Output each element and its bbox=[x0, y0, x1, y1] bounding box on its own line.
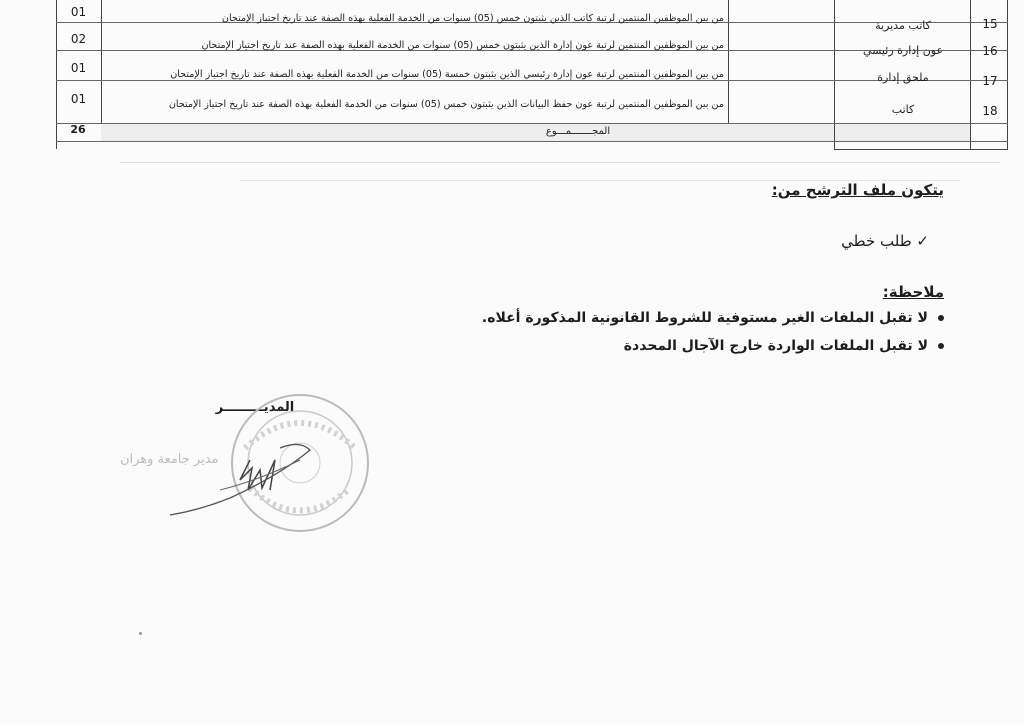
handwritten-note: مدير جامعة وهران bbox=[120, 452, 219, 467]
table-cell-grade: ملحق إدارة bbox=[877, 71, 929, 84]
table-total-value: 26 bbox=[70, 123, 86, 136]
table-cell-grade: عون إدارة رئيسي bbox=[862, 44, 944, 57]
table-cell-condition: من بين الموظفين المنتمين لرتبة عون إدارة رئيسي الذين يثبتون خمسة (05) سنوات من الخدمة الفعلية بهذه الصفة عند تاريخ اجتياز الإمتحان bbox=[170, 69, 724, 80]
table-cell-number: 18 bbox=[982, 104, 998, 118]
table-cell-count: 01 bbox=[70, 92, 87, 106]
table-cell-condition: من بين الموظفين المنتمين لرتبة عون حفظ البيانات الذين يثبتون خمس (05) سنوات من الخدمة الفعلية بهذه الصفة عند تاريخ اجتياز الإمتحان bbox=[168, 99, 724, 110]
table-cell-condition: من بين الموظفين المنتمين لرتبة عون إدارة الذين يثبتون خمس (05) سنوات من الخدمة الفعلية بهذه الصفة عند تاريخ اجتياز الإمتحان bbox=[201, 40, 724, 51]
note-item bbox=[624, 338, 944, 354]
table-cell-grade: كاتب مديرية bbox=[875, 19, 931, 32]
note-text: لا تقبل الملفات الغير مستوفية للشروط القانونية المذكورة أعلاه. bbox=[481, 310, 928, 326]
row-divider bbox=[834, 149, 1008, 150]
director-title: المديـــــــــر bbox=[215, 400, 295, 415]
note-item bbox=[482, 310, 944, 326]
positions-table bbox=[48, 0, 1008, 149]
handwritten-signature-icon bbox=[160, 420, 330, 534]
note-text: لا تقبل الملفات الواردة خارج الآجال المحددة bbox=[623, 338, 928, 354]
table-cell-count: 01 bbox=[70, 5, 87, 19]
table-cell-number: 16 bbox=[982, 44, 998, 58]
file-heading: يتكون ملف الترشح من: bbox=[771, 181, 944, 199]
bullet-icon bbox=[938, 315, 944, 321]
table-cell-number: 17 bbox=[982, 74, 998, 88]
table-cell-count: 01 bbox=[70, 61, 87, 75]
table-cell-count: 02 bbox=[70, 32, 87, 46]
note-heading: ملاحظة: bbox=[882, 283, 944, 301]
column-divider bbox=[101, 0, 102, 123]
table-border-bottom bbox=[56, 141, 1008, 142]
row-divider bbox=[56, 123, 1008, 124]
table-total-label: المجـــــــمـــوع bbox=[545, 126, 611, 137]
table-cell-condition: من بين الموظفين المنتمين لرتبة كاتب الذين يثبتون خمس (05) سنوات من الخدمة الفعلية بهذه الصفة عند تاريخ اجتياز الإمتحان bbox=[221, 13, 724, 24]
table-cell-grade: كاتب bbox=[891, 103, 915, 116]
file-item: ✓ طلب خطي bbox=[841, 232, 929, 250]
scan-dot bbox=[139, 632, 142, 635]
table-cell-number: 15 bbox=[982, 17, 998, 31]
column-divider bbox=[728, 0, 729, 123]
bullet-icon bbox=[938, 343, 944, 349]
